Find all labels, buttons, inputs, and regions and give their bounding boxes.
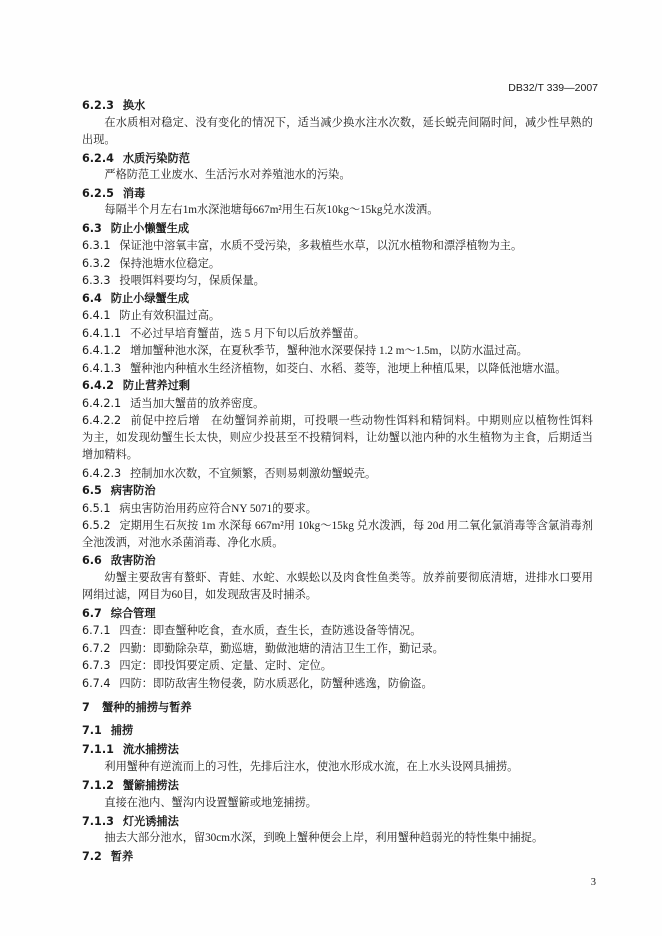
numbered-clause [82, 395, 593, 413]
clause-text: 保持池塘水位稳定。 [119, 257, 221, 270]
clause-heading [82, 377, 593, 395]
clause-text: 四防：即防敌害生物侵袭，防水质恶化，防蟹种逃逸，防偷盗。 [119, 677, 433, 690]
clause-text: 蟹种池内种植水生经济植物，如茭白、水稻、菱等，池埂上种植瓜果，以降低池塘水温。 [130, 362, 567, 375]
paragraph-line: 为主，如发现幼蟹生长太快，则应少投甚至不投精饲料，让幼蟹以池内种的水生植物为主食，后期适当 [82, 431, 593, 444]
clause-number: 6.5.1 [82, 501, 111, 515]
clause-title: 防止小绿蟹生成 [110, 291, 190, 305]
numbered-clause [82, 307, 593, 325]
paragraph-line: 利用蟹种有逆流而上的习性，先排后注水，使池水形成水流，在上水头设网具捕捞。 [104, 760, 519, 773]
numbered-clause [82, 360, 593, 378]
clause-number: 6.4.2.1 [82, 396, 122, 410]
numbered-clause [82, 255, 593, 273]
clause-text: 增加蟹种池水深，在夏秋季节，蟹种池水深要保持 1.2 m～1.5m，以防水温过高。 [130, 345, 528, 357]
clause-heading [82, 482, 593, 500]
clause-number: 6.4.1.2 [82, 344, 122, 357]
clause-number: 6.3.1 [82, 239, 111, 252]
clause-heading [82, 290, 593, 308]
clause-number: 6.3 [82, 221, 102, 235]
clause-heading [82, 777, 593, 795]
clause-term: 前促中控后增 [130, 415, 200, 427]
paragraph-line: 严格防范工业废水、生活污水对养殖池水的污染。 [104, 169, 351, 181]
clause-title: 蟹簖捕捞法 [122, 778, 179, 792]
clause-number: 6.4.2.2 [82, 414, 122, 427]
paragraph-line: 在水质相对稳定、没有变化的情况下，适当减少换水注水次数，延长蜕壳间隔时间，减少性早熟的 [104, 116, 593, 129]
clause-title: 灯光诱捕法 [122, 814, 179, 828]
clause-heading [82, 185, 593, 203]
clause-text: 四定：即投饵要定质、定量、定时、定位。 [119, 660, 332, 672]
clause-title: 换水 [122, 99, 146, 112]
numbered-clause [82, 272, 593, 290]
clause-number: 6.7.1 [82, 624, 111, 637]
clause-text: 四勤：即勤除杂草，勤巡塘，勤做池塘的清洁卫生工作，勤记录。 [119, 642, 444, 655]
clause-text: 防止有效积温过高。 [119, 310, 221, 322]
numbered-clause [82, 412, 593, 430]
clause-number: 6.4.1.1 [82, 326, 122, 340]
paragraph-line: 网绢过滤，网目为60目，如发现敌害及时捕杀。 [82, 589, 317, 601]
clause-text: 在幼蟹饲养前期，可投喂一些动物性饵料和精饲料。中期则应以植物性饵料 [211, 415, 593, 427]
numbered-clause [82, 342, 593, 360]
clause-title: 综合管理 [110, 606, 156, 620]
paragraph-line: 每隔半个月左右1m水深池塘每667m²用生石灰10kg～15kg兑水泼洒。 [104, 204, 439, 216]
clause-title: 暂养 [110, 850, 134, 864]
clause-number: 7.1.1 [82, 743, 114, 756]
numbered-clause [82, 465, 593, 483]
clause-text: 定期用生石灰按 1m 水深每 667m²用 10kg～15kg 兑水泼洒，每 20d 用二氧化氯消毒等含氯消毒剂 [119, 520, 593, 532]
clause-number: 6.4 [82, 291, 102, 305]
numbered-clause [82, 640, 593, 658]
clause-number: 6.5.2 [82, 519, 111, 532]
clause-heading [82, 605, 593, 623]
document-body [82, 97, 593, 866]
clause-heading [82, 813, 593, 831]
clause-number: 7.1.3 [82, 814, 114, 828]
clause-number: 6.3.2 [82, 256, 111, 270]
clause-title: 水质污染防范 [122, 151, 190, 165]
clause-heading [82, 97, 593, 115]
standard-code: DB32/T 339—2007 [508, 82, 598, 94]
clause-number: 6.4.2 [82, 379, 114, 392]
chapter-heading [82, 699, 593, 717]
clause-number: 7.2 [82, 850, 102, 864]
numbered-clause [82, 675, 593, 693]
clause-number: 6.3.3 [82, 274, 111, 287]
paragraph-line: 幼蟹主要敌害有螯虾、青蛙、水蛇、水蜈蚣以及肉食性鱼类等。放养前要彻底清塘，进排水口要用 [104, 571, 593, 584]
clause-text: 病虫害防治用药应符合NY 5071的要求。 [119, 502, 317, 515]
clause-title: 敌害防治 [110, 554, 156, 567]
clause-heading [82, 220, 593, 238]
clause-number: 6.7.3 [82, 659, 111, 672]
clause-text: 适当加大蟹苗的放养密度。 [130, 397, 265, 410]
clause-number: 6.2.5 [82, 186, 114, 200]
clause-title: 防止小懒蟹生成 [110, 221, 190, 235]
clause-heading [82, 552, 593, 570]
clause-text: 四查：即查蟹种吃食，查水质，查生长，查防逃设备等情况。 [119, 625, 422, 637]
clause-heading [82, 848, 593, 866]
clause-number: 6.7.2 [82, 641, 111, 655]
paragraph-line: 出现。 [82, 134, 116, 146]
clause-number: 6.6 [82, 554, 102, 567]
clause-number: 6.2.4 [82, 151, 114, 165]
page-number: 3 [590, 877, 596, 888]
paragraph-line: 抽去大部分池水，留30cm水深，到晚上蟹种便会上岸，利用蟹种趋弱光的特性集中捕捉。 [104, 832, 544, 845]
clause-number: 6.7.4 [82, 676, 111, 690]
paragraph-line: 直接在池内、蟹沟内设置蟹簖或地笼捕捞。 [104, 796, 317, 809]
clause-text: 不必过早培育蟹苗，选 5 月下旬以后放养蟹苗。 [130, 327, 366, 340]
clause-number: 6.4.1.3 [82, 361, 122, 375]
clause-title: 流水捕捞法 [122, 743, 179, 756]
clause-heading [82, 722, 593, 740]
clause-title: 消毒 [122, 186, 146, 200]
clause-number: 6.7 [82, 606, 102, 620]
numbered-clause [82, 500, 593, 518]
clause-number: 6.2.3 [82, 99, 114, 112]
clause-number: 6.4.1 [82, 309, 111, 322]
clause-title: 捕捞 [110, 724, 134, 737]
clause-heading [82, 150, 593, 168]
numbered-clause [82, 237, 593, 255]
numbered-clause [82, 517, 593, 535]
chapter-title: 蟹种的捕捞与暂养 [102, 700, 192, 714]
chapter-number: 7 [82, 700, 90, 714]
clause-title: 防止营养过剩 [122, 379, 190, 392]
paragraph-line: 全池泼洒，对池水杀菌消毒、净化水质。 [82, 536, 284, 549]
clause-title: 病害防治 [110, 484, 156, 497]
clause-number: 6.5 [82, 484, 102, 497]
paragraph-line: 增加精料。 [82, 449, 138, 461]
clause-text: 保证池中溶氧丰富，水质不受污染，多栽植些水草，以沉水植物和漂浮植物为主。 [119, 240, 523, 252]
clause-number: 7.1.2 [82, 778, 114, 792]
clause-text: 控制加水次数，不宜频繁，否则易刺激幼蟹蜕壳。 [130, 467, 377, 480]
numbered-clause [82, 325, 593, 343]
clause-number: 7.1 [82, 724, 102, 737]
numbered-clause [82, 622, 593, 640]
clause-number: 6.4.2.3 [82, 466, 122, 480]
clause-heading [82, 741, 593, 759]
clause-text: 投喂饵料要均匀，保质保量。 [119, 275, 265, 287]
numbered-clause [82, 657, 593, 675]
